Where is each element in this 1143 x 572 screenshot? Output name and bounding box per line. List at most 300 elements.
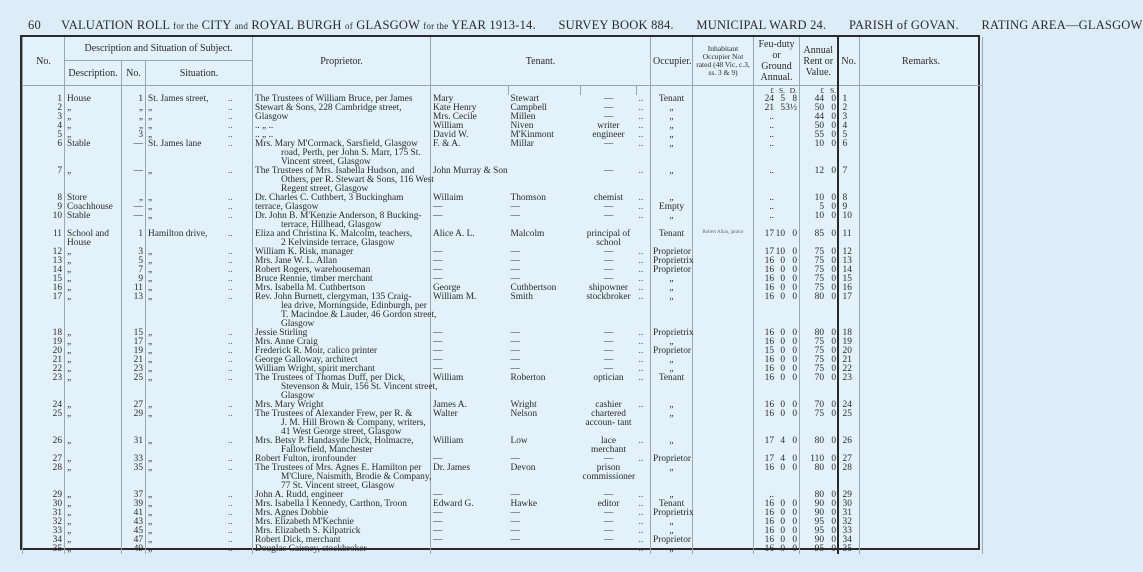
proprietor-line: George Galloway, architect [255, 355, 358, 365]
table-row [23, 437, 983, 455]
tenant-surname: — [510, 247, 520, 257]
inhabitant-occupier [693, 122, 754, 131]
tenant-surname: Malcolm [510, 229, 545, 239]
entry-number: 7 [23, 167, 65, 194]
annual-rent: 75 0 [800, 257, 838, 266]
table-row [23, 293, 983, 329]
proprietor-line: terrace, Glasgow [255, 202, 319, 212]
street-number: 3 [122, 248, 146, 257]
entry-number: 24 [23, 401, 65, 410]
proprietor [253, 122, 431, 131]
col-header-tenant: Tenant. [431, 37, 651, 86]
feu-units: £ S. D. [754, 86, 800, 96]
street-number: 17 [122, 338, 146, 347]
annual-rent: 70 0 [800, 374, 838, 401]
description: „ [65, 293, 122, 329]
annual-rent: 75 0 [800, 266, 838, 275]
tenant-surname: Nelson [510, 409, 538, 419]
table-row [23, 500, 983, 509]
table-row [23, 509, 983, 518]
tenant-first-name: — [431, 347, 509, 356]
occupier: Proprietor [651, 536, 693, 545]
tenant-first-name: — [431, 455, 509, 464]
proprietor-line: John A. Rudd, engineer [255, 490, 344, 500]
tenant-surname: Campbell [510, 103, 547, 113]
street-number: 13 [122, 293, 146, 329]
inhabitant-occupier [693, 104, 754, 113]
situation: „ .. [146, 545, 253, 554]
tenant-surname: — [510, 211, 520, 221]
description: „ [65, 131, 122, 140]
description: „ [65, 536, 122, 545]
remarks [860, 356, 983, 365]
situation: „ .. [146, 374, 253, 401]
description: „ [65, 365, 122, 374]
remarks [860, 518, 983, 527]
tenant-first-name: — [431, 329, 509, 338]
street-number: 23 [122, 365, 146, 374]
tenant-occupation: — [603, 211, 614, 221]
proprietor-line: .. „ .. [255, 130, 274, 140]
entry-number-right: 4 [838, 122, 860, 131]
entry-number-right: 32 [838, 518, 860, 527]
tenant-occupation: cashier [595, 400, 622, 410]
tenant-first-name: Kate Henry [431, 104, 509, 113]
entry-number-right: 20 [838, 347, 860, 356]
situation: „ .. [146, 500, 253, 509]
tenant-surname: — [510, 508, 520, 518]
description: „ [65, 437, 122, 455]
occupier: „ [651, 293, 693, 329]
entry-number: 33 [23, 527, 65, 536]
situation: „ .. [146, 275, 253, 284]
tenant-occupation: prison commissioner [582, 463, 636, 482]
street-number: 11 [122, 284, 146, 293]
tenant-first-name: William [431, 437, 509, 455]
description: „ [65, 122, 122, 131]
situation: „ .. [146, 491, 253, 500]
table-row [23, 104, 983, 113]
tenant-dots: .. [637, 374, 651, 401]
feu-duty: 16 0 0 [754, 374, 800, 401]
proprietor-line: Others, per R. Stewart & Sons, 116 West [281, 175, 434, 185]
description: Stable [65, 212, 122, 230]
tenant-first-name: — [431, 356, 509, 365]
feu-duty: .. [754, 491, 800, 500]
description: „ [65, 284, 122, 293]
tenant-first-name: F. & A. [431, 140, 509, 167]
entry-number: 35 [23, 545, 65, 554]
table-row [23, 140, 983, 167]
proprietor-line: 41 West George street, Glasgow [281, 427, 402, 437]
tenant-occupation: engineer [592, 130, 625, 140]
description: Coachhouse [65, 203, 122, 212]
entry-number-right: 18 [838, 329, 860, 338]
description: „ [65, 518, 122, 527]
tenant-dots: .. [637, 203, 651, 212]
annual-rent: 80 0 [800, 293, 838, 329]
remarks [860, 140, 983, 167]
situation: „ .. [146, 527, 253, 536]
inhabitant-occupier [693, 500, 754, 509]
annual-rent: 44 0 [800, 95, 838, 104]
feu-duty: .. [754, 194, 800, 203]
table-row [23, 257, 983, 266]
tenant-surname: Hawke [510, 499, 538, 509]
remarks [860, 500, 983, 509]
tenant-dots: .. [637, 437, 651, 455]
feu-duty: 17 4 0 [754, 455, 800, 464]
entry-number-right: 13 [838, 257, 860, 266]
annual-rent: 80 0 [800, 464, 838, 491]
street-number: 21 [122, 356, 146, 365]
tenant-dots: .. [637, 518, 651, 527]
page-number: 60 [28, 18, 41, 32]
remarks [860, 230, 983, 248]
entry-number: 18 [23, 329, 65, 338]
tenant-occupation: editor [597, 499, 620, 509]
tenant-first-name: David W. [431, 131, 509, 140]
tenant-surname: — [510, 274, 520, 284]
entry-number: 21 [23, 356, 65, 365]
tenant-occupation: — [603, 535, 614, 545]
remarks [860, 527, 983, 536]
entry-number: 4 [23, 122, 65, 131]
proprietor-line: Robert Fulton, ironfounder [255, 454, 357, 464]
tenant-occupation: — [603, 517, 614, 527]
tenant-surname: Cuthbertson [510, 283, 557, 293]
entry-number-right: 26 [838, 437, 860, 455]
remarks [860, 329, 983, 338]
occupier: „ [651, 491, 693, 500]
remarks [860, 122, 983, 131]
tenant-first-name: Walter [431, 410, 509, 437]
tenant-occupation: chemist [593, 193, 624, 203]
col-header-situation: Situation. [146, 61, 253, 86]
inhabitant-occupier [693, 509, 754, 518]
tenant-first-name: — [431, 275, 509, 284]
proprietor-line: Mrs. Anne Craig [255, 337, 318, 347]
street-number: 15 [122, 329, 146, 338]
inhabitant-occupier [693, 437, 754, 455]
tenant-dots: .. [637, 266, 651, 275]
inhabitant-occupier [693, 455, 754, 464]
occupier: „ [651, 131, 693, 140]
tenant-dots: .. [637, 491, 651, 500]
entry-number-right: 30 [838, 500, 860, 509]
tenant-surname: M'Kinmont [510, 130, 554, 140]
entry-number-right: 31 [838, 509, 860, 518]
occupier: „ [651, 410, 693, 437]
tenant-surname: Roberton [510, 373, 546, 383]
inhabitant-occupier: Robert Allan, janitor [693, 230, 754, 248]
situation: „ .. [146, 338, 253, 347]
feu-duty: 16 0 0 [754, 365, 800, 374]
tenant-occupation: — [603, 355, 614, 365]
description: „ [65, 545, 122, 554]
occupier: „ [651, 464, 693, 491]
tenant-first-name: — [431, 518, 509, 527]
entry-number-right: 24 [838, 401, 860, 410]
situation: „ .. [146, 248, 253, 257]
feu-duty: 16 0 0 [754, 401, 800, 410]
table-row [23, 401, 983, 410]
street-number: — [122, 140, 146, 167]
occupier: „ [651, 212, 693, 230]
remarks [860, 401, 983, 410]
situation: Hamilton drive, .. [146, 230, 253, 248]
valuation-roll-sheet [20, 35, 980, 554]
situation: „ .. [146, 266, 253, 275]
tenant-surname: Smith [510, 292, 533, 302]
annual-rent: 75 0 [800, 338, 838, 347]
street-number: 29 [122, 410, 146, 437]
proprietor-line: Rev. John Burnett, clergyman, 135 Craig- [255, 292, 412, 302]
tenant-occupation: — [603, 490, 614, 500]
feu-duty: 24 5 8 [754, 95, 800, 104]
proprietor-line: Glasgow [281, 391, 315, 401]
proprietor [253, 212, 431, 230]
table-row [23, 464, 983, 491]
inhabitant-occupier [693, 113, 754, 122]
col-header-description: Description. [65, 61, 122, 86]
description: „ [65, 347, 122, 356]
tenant-surname: Niven [510, 121, 534, 131]
tenant-first-name: — [431, 212, 509, 230]
entry-number-right: 25 [838, 410, 860, 437]
street-number: — [122, 203, 146, 212]
occupier: Proprietor [651, 347, 693, 356]
table-row [23, 491, 983, 500]
tenant-surname [509, 167, 581, 194]
proprietor-line: 2 Kelvinside terrace, Glasgow [281, 238, 395, 248]
proprietor [253, 292, 437, 329]
entry-number-right: 17 [838, 293, 860, 329]
situation: „ .. [146, 518, 253, 527]
entry-number-right: 6 [838, 140, 860, 167]
inhabitant-occupier [693, 410, 754, 437]
situation: „ .. [146, 131, 253, 140]
tenant-occupation: — [603, 526, 614, 536]
proprietor-line: Stevenson & Muir, 156 St. Vincent street, [281, 382, 438, 392]
proprietor [253, 437, 431, 455]
proprietor-line: Mrs. Jane W. L. Allan [255, 256, 338, 266]
proprietor-line: T. Macindoe & Lauder, 46 Gordon street, [281, 310, 437, 320]
remarks [860, 275, 983, 284]
annual-rent: 44 0 [800, 113, 838, 122]
description: „ [65, 167, 122, 194]
street-number: 31 [122, 437, 146, 455]
remarks [860, 284, 983, 293]
tenant-first-name: William M. [431, 293, 509, 329]
entry-number: 15 [23, 275, 65, 284]
situation: „ .. [146, 329, 253, 338]
street-number: 5 [122, 257, 146, 266]
tenant-occupation: stockbroker [586, 292, 631, 302]
tenant-dots [637, 464, 651, 491]
occupier: „ [651, 365, 693, 374]
entry-number: 14 [23, 266, 65, 275]
occupier: „ [651, 527, 693, 536]
street-number: 27 [122, 401, 146, 410]
table-row [23, 230, 983, 248]
street-number: „ [122, 122, 146, 131]
entry-number: 3 [23, 113, 65, 122]
description: „ [65, 275, 122, 284]
tenant-surname: — [510, 526, 520, 536]
description: „ [65, 248, 122, 257]
annual-rent: 80 0 [800, 491, 838, 500]
entry-number-right: 7 [838, 167, 860, 194]
inhabitant-occupier [693, 257, 754, 266]
tenant-surname: — [510, 202, 520, 212]
situation: „ .. [146, 410, 253, 437]
situation: „ .. [146, 167, 253, 194]
inhabitant-occupier [693, 293, 754, 329]
tenant-surname: — [510, 364, 520, 374]
entry-number-right: 35 [838, 545, 860, 554]
entry-number: 19 [23, 338, 65, 347]
inhabitant-occupier [693, 212, 754, 230]
entry-number-right: 10 [838, 212, 860, 230]
valuation-table [22, 37, 983, 554]
entry-number-right: 22 [838, 365, 860, 374]
col-header-inhabitant-occupier: Inhabitant Occupier Not rated (48 Vic, c.3, ss. 3 & 9) [693, 37, 754, 86]
annual-rent: 5 0 [800, 203, 838, 212]
proprietor-line: The Trustees of Mrs. Agnes E. Hamilton per [255, 463, 422, 473]
occupier: „ [651, 401, 693, 410]
remarks [860, 131, 983, 140]
tenant-surname: Stewart [510, 94, 540, 104]
annual-rent: 75 0 [800, 365, 838, 374]
tenant-occupation: — [603, 256, 614, 266]
entry-number-right: 1 [838, 95, 860, 104]
street-number: 9 [122, 275, 146, 284]
tenant-first-name: — [431, 491, 509, 500]
table-row [23, 455, 983, 464]
feu-duty: .. [754, 131, 800, 140]
feu-duty: 16 0 0 [754, 293, 800, 329]
remarks [860, 95, 983, 104]
col-header-feu-duty: Feu-duty or Ground Annual. [754, 37, 800, 86]
entry-number: 26 [23, 437, 65, 455]
proprietor-line: Douglas Cairney, stockbroker [255, 544, 367, 554]
col-header-no: No. [23, 37, 65, 86]
tenant-first-name: — [431, 257, 509, 266]
feu-duty: 16 0 0 [754, 518, 800, 527]
description: „ [65, 356, 122, 365]
tenant-occupation: — [603, 94, 614, 104]
tenant-occupation: chartered accoun- tant [585, 409, 632, 428]
entry-number: 6 [23, 140, 65, 167]
tenant-dots: .. [637, 95, 651, 104]
annual-rent: 85 0 [800, 230, 838, 248]
situation: „ .. [146, 113, 253, 122]
tenant-first-name: George [431, 284, 509, 293]
description: „ [65, 338, 122, 347]
proprietor-line: Glasgow [281, 319, 315, 329]
tenant-dots: .. [637, 104, 651, 113]
table-row [23, 248, 983, 257]
tenant-occupation: — [603, 364, 614, 374]
tenant-dots: .. [637, 500, 651, 509]
feu-duty: .. [754, 113, 800, 122]
description: „ [65, 500, 122, 509]
tenant-surname: — [510, 256, 520, 266]
tenant-dots: .. [637, 527, 651, 536]
remarks [860, 113, 983, 122]
tenant-first-name: James A. [431, 401, 509, 410]
tenant-dots: .. [637, 356, 651, 365]
tenant-dots: .. [637, 140, 651, 167]
inhabitant-occupier [693, 356, 754, 365]
remarks [860, 104, 983, 113]
tenant-first-name: — [431, 365, 509, 374]
remarks [860, 410, 983, 437]
table-row [23, 167, 983, 194]
tenant-dots: .. [637, 329, 651, 338]
entry-number: 1 [23, 95, 65, 104]
tenant-surname: — [510, 355, 520, 365]
proprietor-line: terrace, Hillhead, Glasgow [281, 220, 382, 230]
proprietor [253, 464, 431, 491]
situation: „ .. [146, 509, 253, 518]
annual-rent: 95 0 [800, 518, 838, 527]
entry-number-right: 33 [838, 527, 860, 536]
tenant-dots: .. [637, 194, 651, 203]
inhabitant-occupier [693, 464, 754, 491]
entry-number: 13 [23, 257, 65, 266]
annual-rent: 95 0 [800, 545, 838, 554]
entry-number-right: 12 [838, 248, 860, 257]
inhabitant-occupier [693, 95, 754, 104]
proprietor-line: Frederick R. Moir, calico printer [255, 346, 377, 356]
remarks [860, 212, 983, 230]
tenant-occupation: principal of school [586, 229, 631, 248]
feu-duty: 16 0 0 [754, 275, 800, 284]
entry-number: 12 [23, 248, 65, 257]
occupier: Tenant [651, 500, 693, 509]
feu-duty: 16 0 0 [754, 536, 800, 545]
street-number: 43 [122, 518, 146, 527]
description: „ [65, 491, 122, 500]
proprietor-line: Dr. John B. M'Kenzie Anderson, 8 Bucking- [255, 211, 422, 221]
tenant-surname: — [510, 544, 520, 554]
entry-number-right: 23 [838, 374, 860, 401]
inhabitant-occupier [693, 545, 754, 554]
tenant-dots [637, 410, 651, 437]
situation: „ .. [146, 356, 253, 365]
proprietor-line: Mrs. Isabella I Kennedy, Carthon, Troon [255, 499, 407, 509]
annual-rent: 75 0 [800, 248, 838, 257]
proprietor-line: Mrs. Isabella M. Cuthbertson [255, 283, 366, 293]
roll-title: VALUATION ROLL for the CITY and ROYAL BURGH of GLASGOW for the YEAR 1913-14. [61, 18, 536, 32]
situation: St. James lane .. [146, 140, 253, 167]
remarks [860, 257, 983, 266]
occupier: „ [651, 122, 693, 131]
tenant-occupation: — [603, 166, 614, 176]
tenant-occupation: — [603, 508, 614, 518]
inhabitant-occupier [693, 329, 754, 338]
proprietor [253, 113, 431, 122]
table-row [23, 122, 983, 131]
proprietor-line: M'Clure, Naismith, Brodie & Company, [281, 472, 432, 482]
entry-number-right: 29 [838, 491, 860, 500]
tenant-occupation: — [603, 454, 614, 464]
survey-book: SURVEY BOOK 884. [558, 18, 674, 32]
remarks [860, 347, 983, 356]
table-row [23, 545, 983, 554]
